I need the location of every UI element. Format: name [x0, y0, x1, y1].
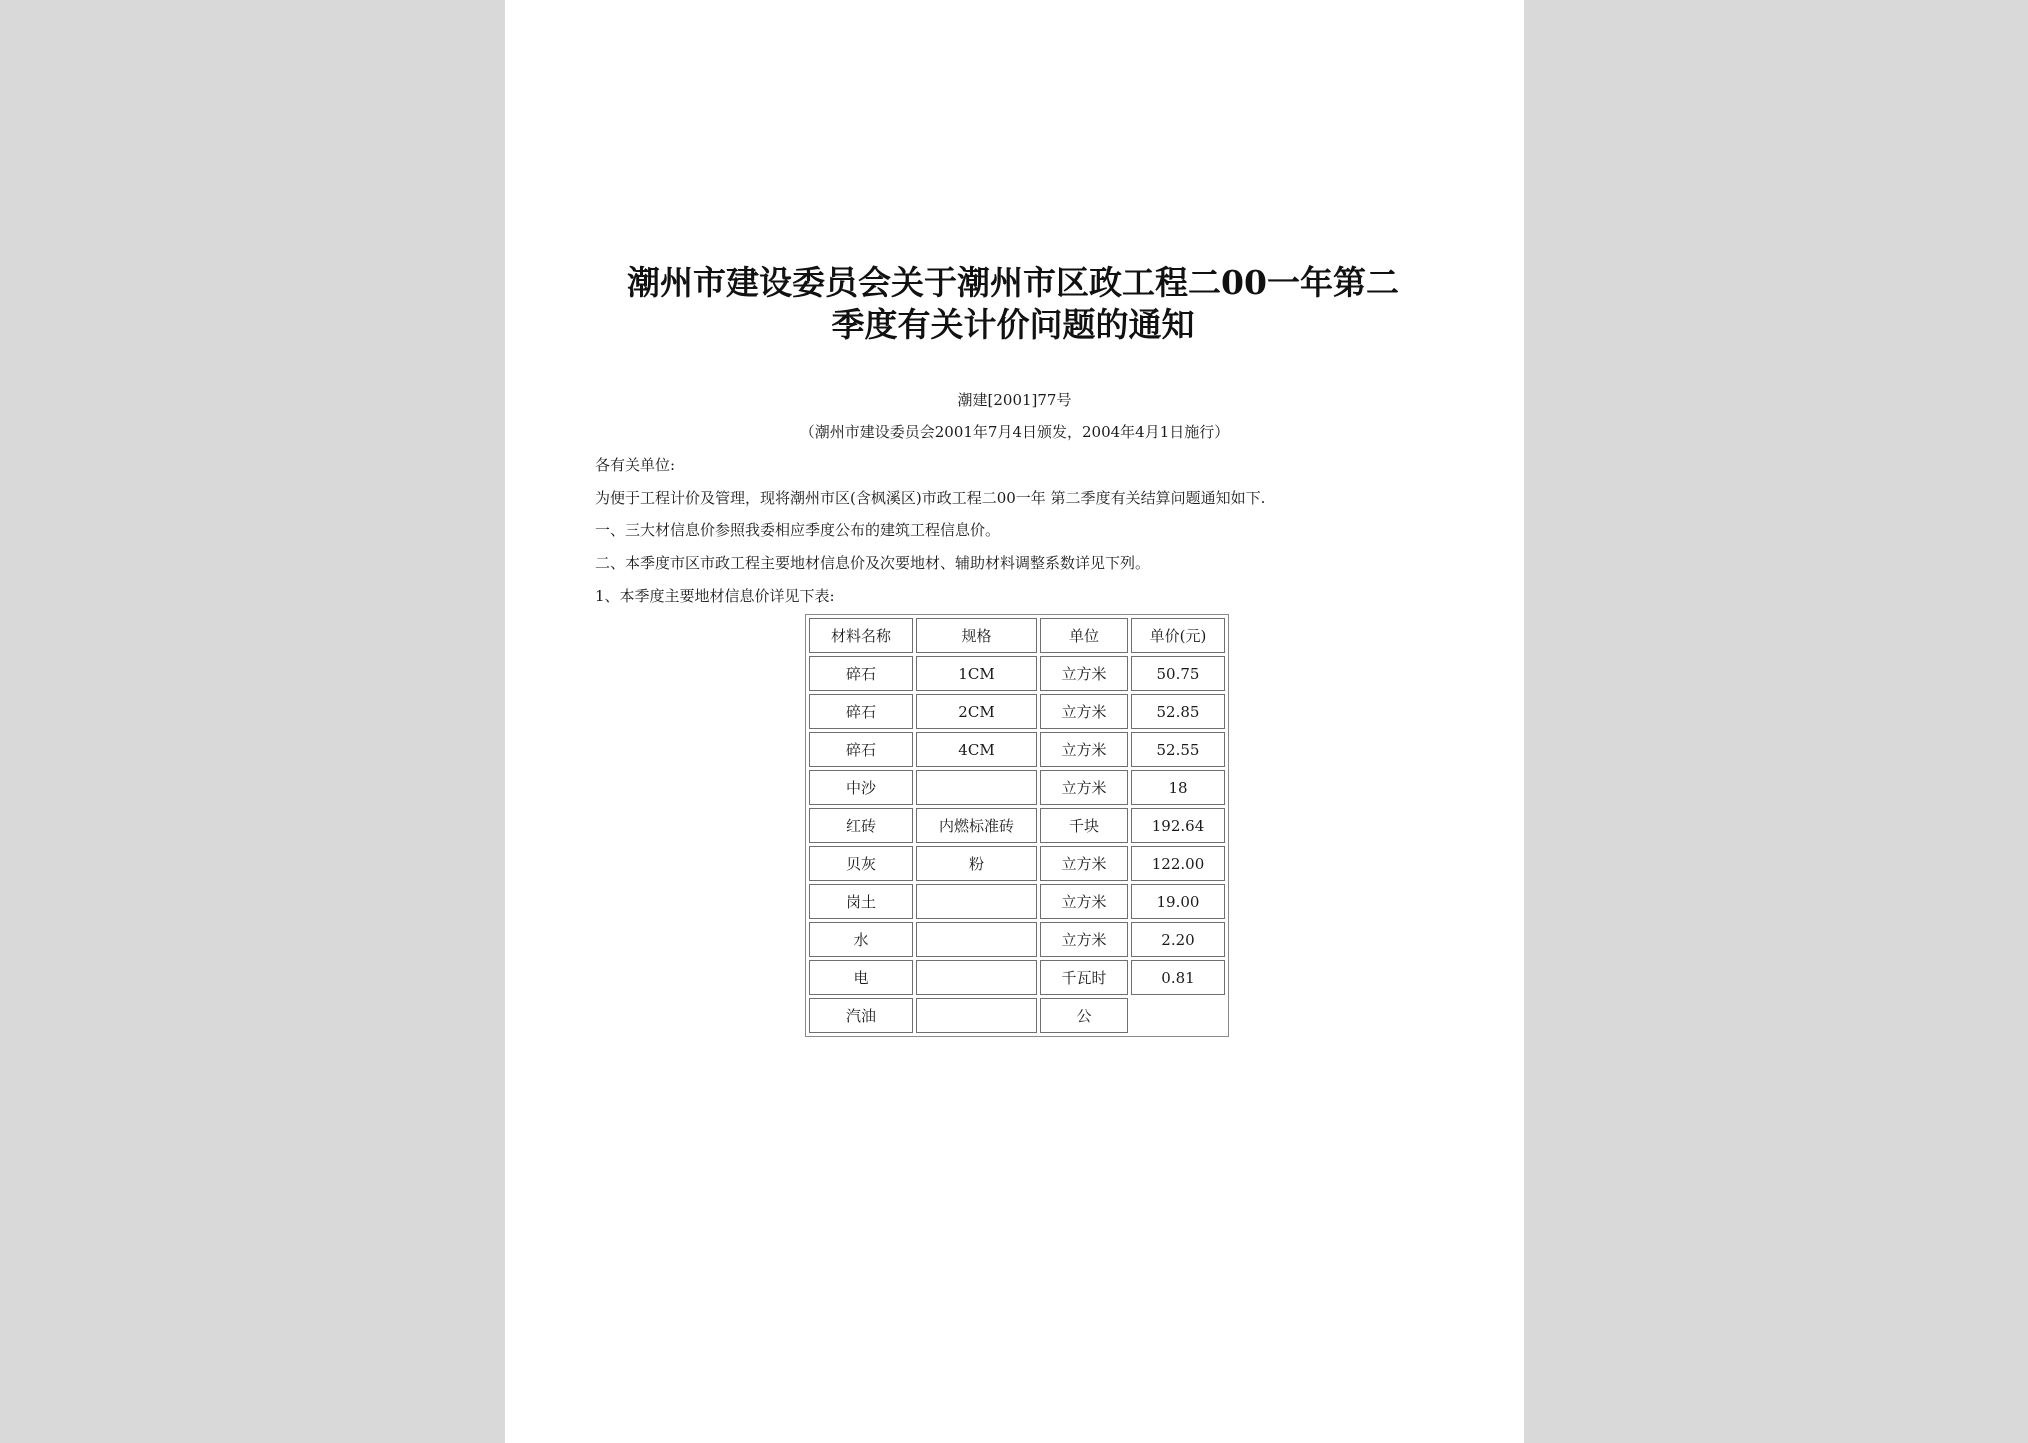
document-number: 潮建[2001]77号 — [957, 391, 1072, 409]
table-row — [809, 732, 1225, 767]
cell-spec: 1CM — [916, 656, 1037, 691]
header-unit-price: 单价(元) — [1131, 618, 1225, 653]
cell-material-name: 电 — [809, 960, 913, 995]
table-row — [809, 770, 1225, 805]
cell-spec — [916, 998, 1037, 1033]
table-row — [809, 960, 1225, 995]
cell-spec: 内燃标准砖 — [916, 808, 1037, 843]
document-page — [505, 0, 1524, 1443]
cell-material-name: 红砖 — [809, 808, 913, 843]
cell-unit: 立方米 — [1040, 846, 1128, 881]
title-line-2: 季度有关计价问题的通知 — [831, 305, 1195, 344]
cell-unit-price — [1131, 998, 1225, 1033]
table-row — [809, 922, 1225, 957]
cell-unit-price: 50.75 — [1131, 656, 1225, 691]
cell-unit: 立方米 — [1040, 770, 1128, 805]
table-row — [809, 998, 1225, 1033]
cell-unit: 立方米 — [1040, 694, 1128, 729]
item-two-paragraph: 二、本季度市区市政工程主要地材信息价及次要地材、辅助材料调整系数详见下列。 — [595, 554, 1151, 572]
item-one-paragraph: 一、三大材信息价参照我委相应季度公布的建筑工程信息价。 — [595, 521, 1001, 539]
table-row — [809, 694, 1225, 729]
material-price-table — [805, 614, 1229, 1037]
cell-unit-price: 122.00 — [1131, 846, 1225, 881]
cell-unit-price: 52.55 — [1131, 732, 1225, 767]
cell-unit-price: 18 — [1131, 770, 1225, 805]
header-spec: 规格 — [916, 618, 1037, 653]
cell-spec — [916, 960, 1037, 995]
cell-material-name: 碎石 — [809, 694, 913, 729]
cell-spec — [916, 922, 1037, 957]
table-row — [809, 846, 1225, 881]
cell-spec — [916, 884, 1037, 919]
cell-material-name: 水 — [809, 922, 913, 957]
issuance-note: （潮州市建设委员会2001年7月4日颁发，2004年4月1日施行） — [799, 423, 1230, 441]
document-title — [595, 262, 1431, 346]
cell-unit-price: 52.85 — [1131, 694, 1225, 729]
table-row — [809, 656, 1225, 691]
cell-material-name: 碎石 — [809, 656, 913, 691]
salutation: 各有关单位: — [595, 456, 676, 474]
cell-spec — [916, 770, 1037, 805]
cell-unit-price: 19.00 — [1131, 884, 1225, 919]
cell-material-name: 中沙 — [809, 770, 913, 805]
cell-unit: 立方米 — [1040, 884, 1128, 919]
cell-spec: 粉 — [916, 846, 1037, 881]
title-line-1: 潮州市建设委员会关于潮州市区政工程二00一年第二 — [627, 263, 1399, 302]
cell-unit: 立方米 — [1040, 922, 1128, 957]
cell-unit: 立方米 — [1040, 656, 1128, 691]
cell-unit: 立方米 — [1040, 732, 1128, 767]
table-row — [809, 808, 1225, 843]
cell-unit-price: 192.64 — [1131, 808, 1225, 843]
table-intro-paragraph: 1、本季度主要地材信息价详见下表: — [595, 587, 835, 605]
cell-material-name: 岗土 — [809, 884, 913, 919]
cell-spec: 4CM — [916, 732, 1037, 767]
cell-spec: 2CM — [916, 694, 1037, 729]
table-row — [809, 884, 1225, 919]
cell-unit: 千瓦时 — [1040, 960, 1128, 995]
cell-unit: 公 — [1040, 998, 1128, 1033]
intro-paragraph: 为便于工程计价及管理，现将潮州市区(含枫溪区)市政工程二00一年 第二季度有关结算问题通知如下. — [595, 489, 1266, 507]
header-unit: 单位 — [1040, 618, 1128, 653]
cell-unit: 千块 — [1040, 808, 1128, 843]
cell-unit-price: 0.81 — [1131, 960, 1225, 995]
cell-material-name: 碎石 — [809, 732, 913, 767]
header-material-name: 材料名称 — [809, 618, 913, 653]
table-header-row — [809, 618, 1225, 653]
cell-material-name: 汽油 — [809, 998, 913, 1033]
cell-material-name: 贝灰 — [809, 846, 913, 881]
cell-unit-price: 2.20 — [1131, 922, 1225, 957]
